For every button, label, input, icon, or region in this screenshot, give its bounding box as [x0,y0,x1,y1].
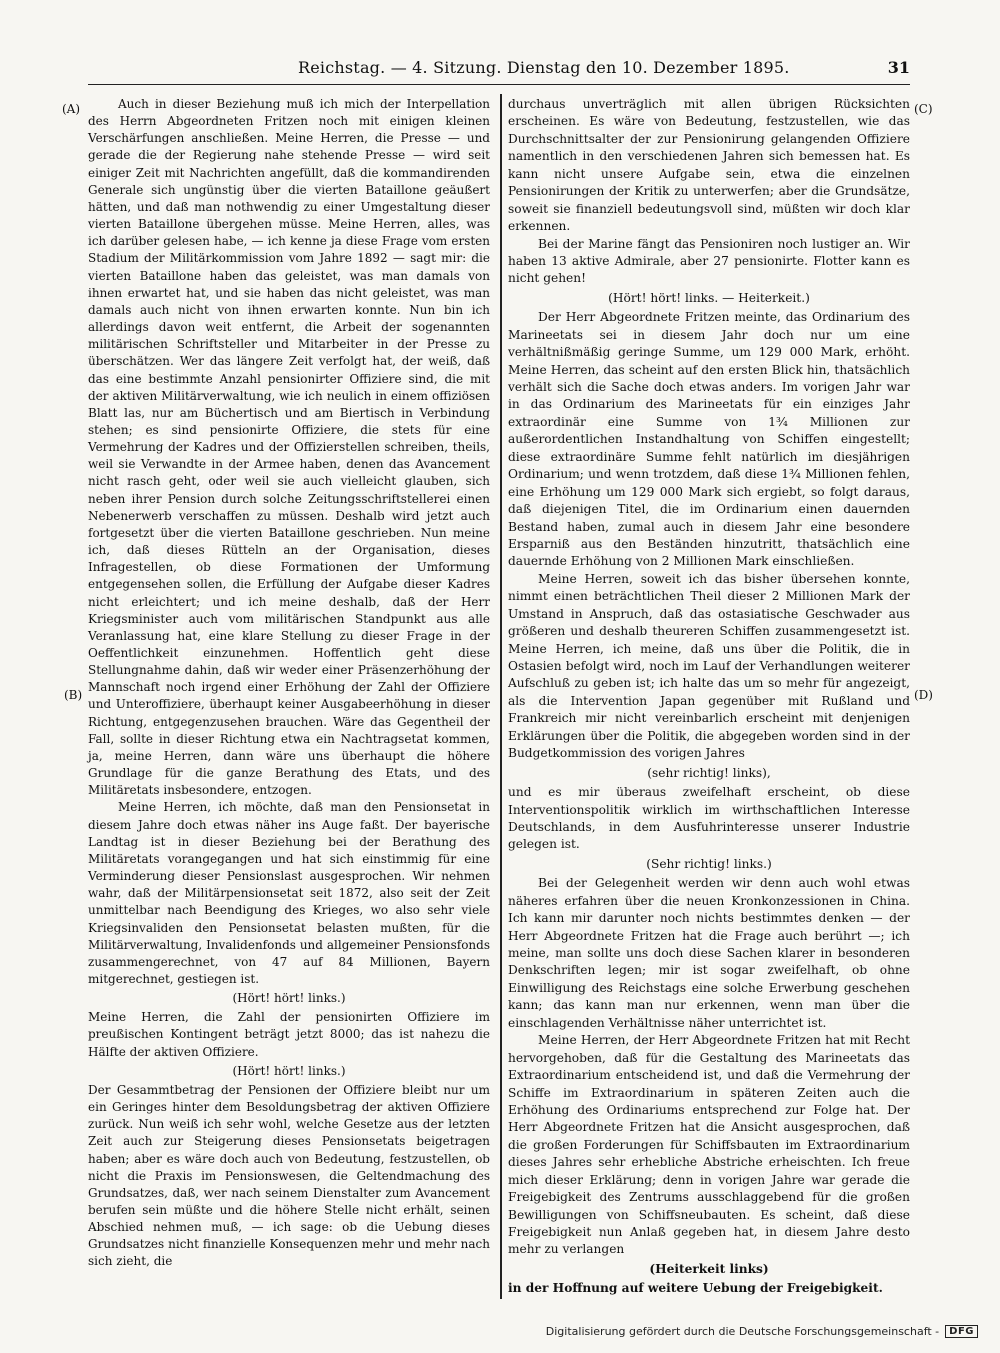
right-paragraph-4: Meine Herren, soweit ich das bisher übersehen konnte, nimmt einen beträchtlichen Theil dieser 2 Millionen Mark der Umstand in Anspruch, daß das ostasiatische Geschwader aus größeren und deshalb theureren Schiffen zusammengesetzt ist. Meine Herren, ich meine, daß uns über die Politik, die in Ostasien befolgt wird, noch im Lauf der Verhandlungen weiterer Aufschluß zu geben ist; ich halte das um so mehr für angezeigt, als die Intervention Japan gegenüber mit Rußland und Frankreich mir nicht vereinbarlich erscheint mit denjenigen Erklärungen über die Politik, die abgegeben worden sind in der Budgetkommission des vorigen Jahres [508,571,910,761]
marker-c: (C) [914,102,933,116]
page-header [88,56,910,80]
page-number: 31 [887,58,910,77]
header-title: Reichstag. — 4. Sitzung. Dienstag den 10. Dezember 1895. [298,58,790,77]
left-interjection-2: (Hört! hört! links.) [232,1063,346,1078]
dfg-logo: DFG [945,1325,978,1338]
left-interjection-1: (Hört! hört! links.) [232,991,346,1006]
right-interjection-2: (sehr richtig! links), [647,765,771,780]
left-paragraph-3: Meine Herren, die Zahl der pensionirten Offiziere im preußischen Kontingent beträgt jetzt 8000; das ist nahezu die Hälfte der aktiven Offiziere. [88,1010,490,1059]
left-column [88,96,490,1271]
right-paragraph-7: Meine Herren, der Herr Abgeordnete Fritzen hat mit Recht hervorgehoben, daß für die Gestaltung des Marineetats das Extraordinarium entscheidend ist, und daß die Vermehrung der Schiffe im Extraordinarium in späteren Zeiten auch die Erhöhung des Ordinariums entsprechend zur Folge hat. Der Herr Abgeordnete Fritzen hat die Ansicht ausgesprochen, daß die großen Forderungen für Schiffsbauten im Extraordinarium dieses Jahres sehr erhebliche Abstriche erheischten. Ich freue mich dieser Erklärung; denn in vorigen Jahre war gerade die Freigebigkeit des Zentrums ausschlaggebend für die großen Bewilligungen von Schiffsneubauten. Es scheint, daß diese Freigebigkeit nun Anlaß gegeben hat, in diesem Jahre desto mehr zu verlangen [508,1033,910,1257]
left-paragraph-1: Auch in dieser Beziehung muß ich mich der Interpellation des Herrn Abgeordneten Fritzen noch mit einigen kleinen Verschärfungen anschließen. Meine Herren, die Presse — und gerade die der Regierung nahe stehende Presse — wird seit einiger Zeit mit Nachrichten angefüllt, daß die kommandirenden Generale sich ungünstig über die vierten Bataillone geäußert hätten, und daß man nothwendig zu einer Umgestaltung dieser vierten Bataillone übergehen müsse. Meine Herren, alles, was ich darüber gelesen habe, — ich kenne ja diese Frage vom ersten Stadium der Militärkommission vom Jahre 1892 — sagt mir: die vierten Bataillone haben das geleistet, was man damals von ihnen erwartet hat, und sie haben das nicht geleistet, was man damals auch nicht von ihnen erwarten konnte. Nun bin ich allerdings davon weit entfernt, die Arbeit der sogenannten militärischen Schriftsteller und Mitarbeiter in der Presse zu überschätzen. Wer das längere Zeit verfolgt hat, der weiß, daß das eine bestimmte Anzahl pensionirter Offiziere sind, die mit der aktiven Militärverwaltung, wie ich neulich in einem offiziösen Blatt las, nur am Büchertisch und am Biertisch in Verbindung stehen; es sind pensionirte Offiziere, die stets für eine Vermehrung der Kadres und der Offizierstellen schreiben, theils, weil sie Verwandte in der Armee haben, denen das Avancement nicht rasch geht, oder weil sie auch vielleicht glauben, sich neben ihrer Pension durch solche Zeitungsschriftstellerei einen Nebenerwerb verschaffen zu müssen. Deshalb wird jetzt auch fortgesetzt über die vierten Bataillone geschrieben. Nun meine ich, daß dieses Rütteln an der Organisation, dieses Infragestellen, ob diese Formationen der Umformung entgegensehen sollen, die Erfüllung der Aufgabe dieser Kadres nicht erleichtert; und ich meine deshalb, daß der Herr Kriegsminister auch vom militärischen Standpunkt aus alle Veranlassung hat, eine klare Stellung zu dieser Frage in der Oeffentlichkeit einzunehmen. Hoffentlich geht diese Stellungnahme dahin, daß wir weder einer Präsenzerhöhung der Mannschaft noch irgend einer Erhöhung der Zahl der Offiziere und Unteroffiziere, überhaupt keiner Ausgabeerhöhung in dieser Richtung, entgegenzusehen brauchen. Wäre das Gegentheil der Fall, sollte in dieser Richtung etwa ein Nachtragsetat kommen, ja, meine Herren, dann wäre uns überhaupt die höhere Grundlage für die ganze Berathung des Etats, und des Militäretats insbesondere, entzogen. [88,97,490,798]
column-divider [500,94,502,1299]
right-paragraph-5: und es mir überaus zweifelhaft erscheint, ob diese Interventionspolitik wirklich im wirthschaftlichen Interesse Deutschlands, in dem Ausfuhrinteresse unserer Industrie gelegen ist. [508,785,910,852]
footer-text: Digitalisierung gefördert durch die Deutsche Forschungsgemeinschaft - [545,1325,940,1338]
right-paragraph-8: in der Hoffnung auf weitere Uebung der Freigebigkeit. [508,1281,883,1296]
marker-a: (A) [62,102,81,116]
marker-b: (B) [64,688,83,702]
right-paragraph-2: Bei der Marine fängt das Pensioniren noch lustiger an. Wir haben 13 aktive Admirale, aber 27 pensionirte. Flotter kann es nicht gehen! [508,236,910,286]
right-paragraph-3: Der Herr Abgeordnete Fritzen meinte, das Ordinarium des Marineetats sei in diesem Jahr doch nur um eine verhältnißmäßig geringe Summe, um 129 000 Mark, erhöht. Meine Herren, das scheint auf den ersten Blick hin, thatsächlich verhält sich die Sache doch etwas anders. Im vorigen Jahr war in das Ordinarium des Marineetats für ein einziges Jahr extraordinär eine Summe von 1¾ Millionen zur außerordentlichen Instandhaltung von Schiffen eingestellt; diese extraordinäre Summe fehlt natürlich im diesjährigen Ordinarium; und wenn trotzdem, daß diese 1¾ Millionen fehlen, eine Erhöhung um 129 000 Mark sich ergiebt, so folgt daraus, daß diejenigen Titel, die im Ordinarium einen dauernden Bestand haben, zumal auch in diesem Jahr eine besondere Ersparniß aus den Beständen hinzutritt, thatsächlich eine dauernde Erhöhung von 2 Millionen Mark einschließen. [508,310,910,569]
right-interjection-4: (Heiterkeit links) [649,1261,769,1276]
header-rule [88,84,910,85]
left-paragraph-2: Meine Herren, ich möchte, daß man den Pensionsetat in diesem Jahre doch etwas näher ins Auge faßt. Der bayerische Landtag ist in dieser Beziehung bei der Berathung des Militäretats vorangegangen und hat sich einstimmig für eine Verminderung dieser Pensionslast ausgesprochen. Wir nehmen wahr, daß der Militärpensionsetat seit 1872, also seit der Zeit unmittelbar nach Beendigung des Krieges, wo also sehr viele Kriegsinvaliden den Pensionsetat belasten mußten, für die Militärverwaltung, Invalidenfonds und allgemeiner Pensionsfonds zusammengerechnet, von 47 auf 84 Millionen, Bayern mitgerechnet, gestiegen ist. [88,800,490,986]
digitization-footer [546,1325,978,1338]
right-paragraph-1: durchaus unverträglich mit allen übrigen Rücksichten erscheinen. Es wäre von Bedeutung, festzustellen, wie das Durchschnittsalter der zur Pensionirung gelangenden Offiziere namentlich in den verschiedenen Jahren sich bemessen hat. Es kann nicht unsere Aufgabe sein, etwa die einzelnen Pensionirungen der Kritik zu unterwerfen; aber die Grundsätze, soweit sie finanziell bedeutungsvoll sind, müßten wir doch klar erkennen. [508,97,910,234]
right-interjection-3: (Sehr richtig! links.) [646,856,772,871]
left-paragraph-4: Der Gesammtbetrag der Pensionen der Offiziere bleibt nur um ein Geringes hinter dem Besoldungsbetrag der aktiven Offiziere zurück. Nun weiß ich sehr wohl, welche Gesetze aus der letzten Zeit auch zur Steigerung dieses Pensionsetats beigetragen haben; aber es wäre doch auch von Bedeutung, festzustellen, ob nicht die Praxis im Pensionswesen, die Geltendmachung des Grundsatzes, daß, wer nach seinem Dienstalter zum Avancement berufen sein müßte und die höhere Stelle nicht erhält, seinen Abschied nehmen muß, — ich sage: ob die Uebung dieses Grundsatzes nicht finanzielle Konsequenzen mehr und mehr nach sich zieht, die [88,1082,490,1269]
marker-d: (D) [914,688,933,702]
right-column [508,96,910,1298]
right-paragraph-6: Bei der Gelegenheit werden wir denn auch wohl etwas näheres erfahren über die neuen Kronkonzessionen in China. Ich kann mir darunter noch nichts bestimmtes denken — der Herr Abgeordnete Fritzen hat die Frage auch berührt —; ich meine, man sollte uns doch diese Sachen klarer in besonderen Denkschriften legen; mir ist sogar zweifelhaft, ob ohne Einwilligung des Reichstags eine solche Erwerbung geschehen kann; das kann man nur erkennen, wenn man über die einschlagenden Verhältnisse näher unterrichtet ist. [508,876,910,1030]
right-interjection-1: (Hört! hört! links. — Heiterkeit.) [608,290,810,305]
